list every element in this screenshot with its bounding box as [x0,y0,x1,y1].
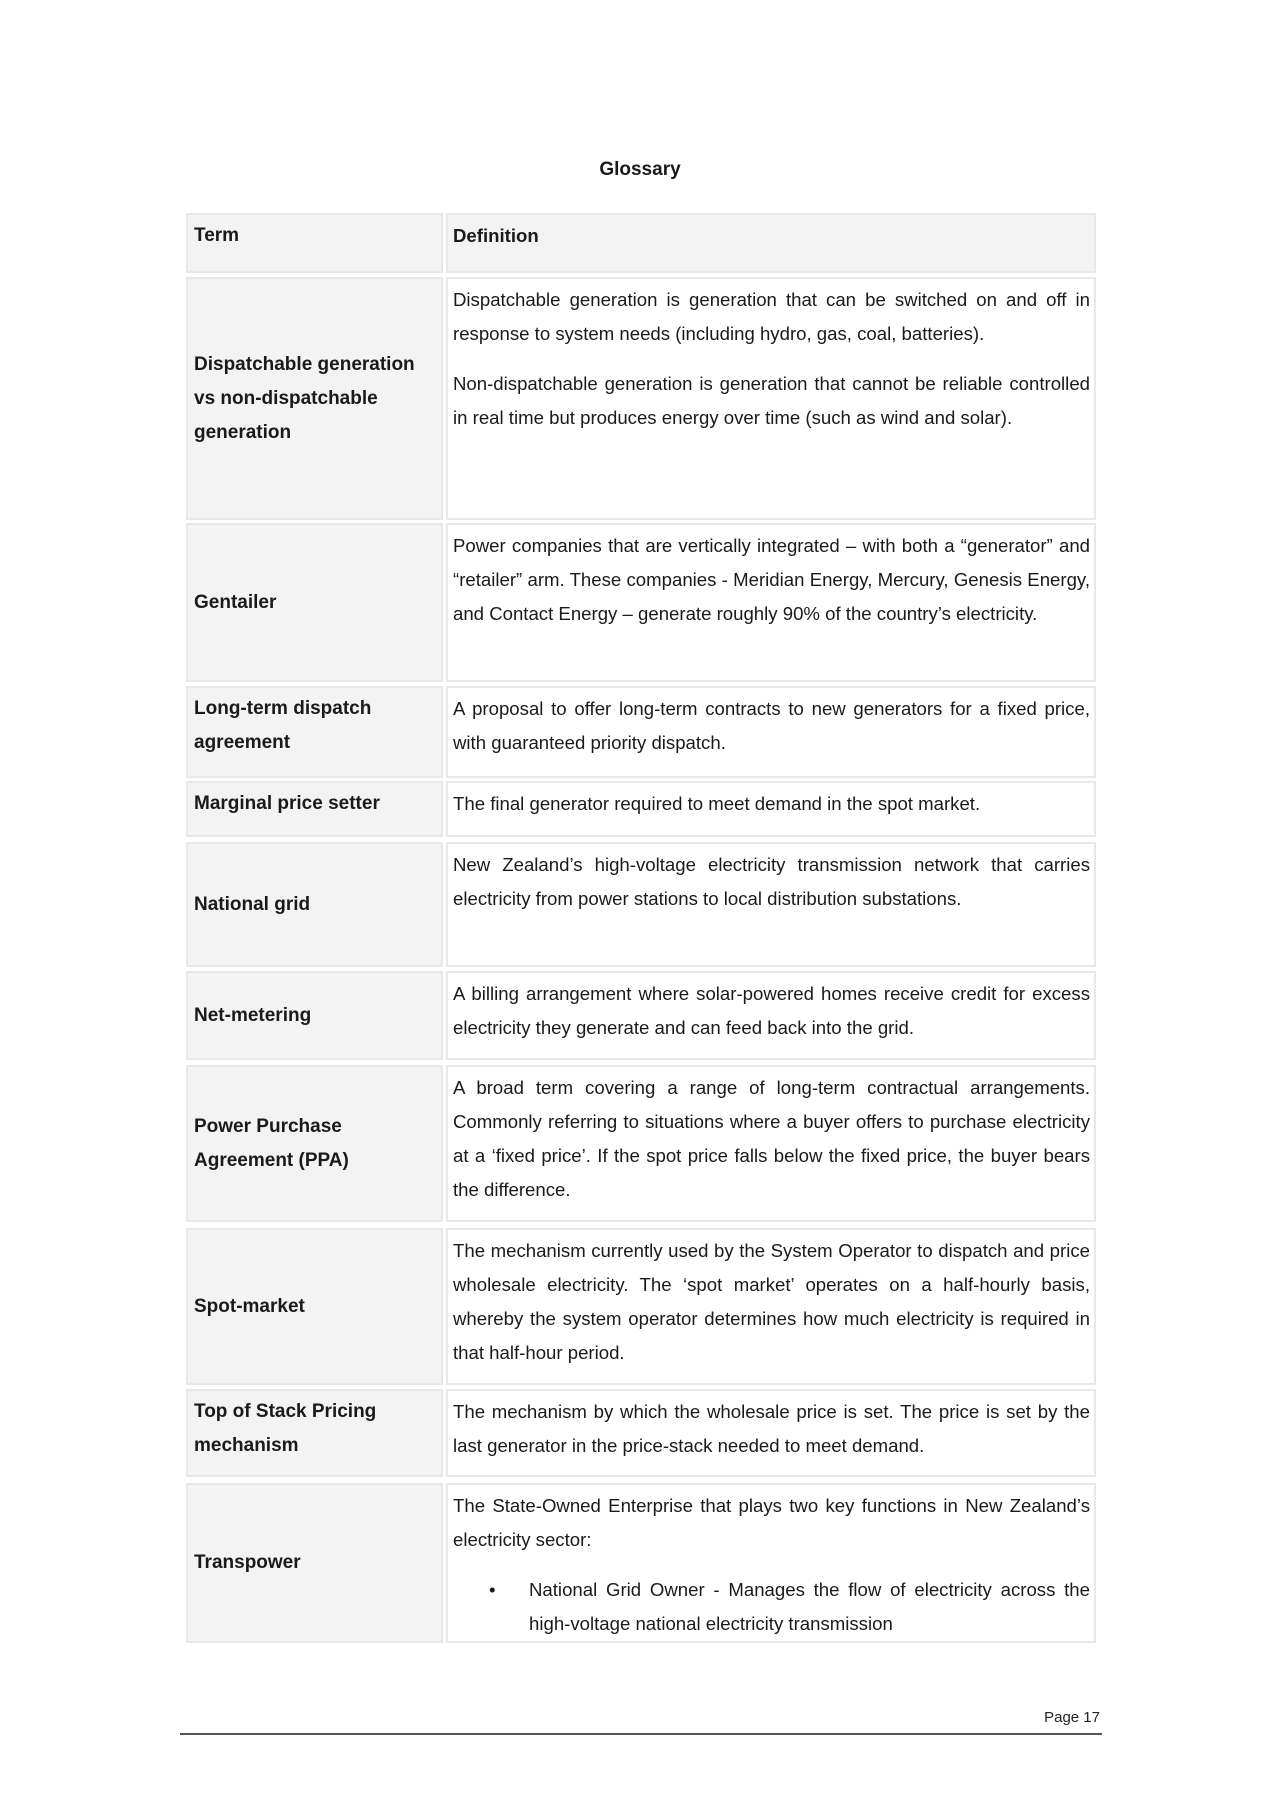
table-row [186,686,1096,778]
table-row [186,842,1096,967]
term-cell [186,781,443,837]
term-text: Top of Stack Pricing mechanism [194,1401,377,1456]
term-cell [186,1483,443,1643]
table-row [186,1389,1096,1477]
definition-paragraph: New Zealand’s high-voltage electricity transmission network that carries electricity from power stations to local distribution substations. [453,854,1090,909]
definition-bullet-list [453,1573,1090,1641]
definition-cell [446,1228,1096,1385]
definition-paragraph: A proposal to offer long-term contracts to new generators for a fixed price, with guaranteed priority dispatch. [453,698,1090,753]
definition-cell [446,523,1096,682]
table-row [186,523,1096,682]
term-text: Marginal price setter [194,793,380,814]
definition-cell [446,842,1096,967]
definition-paragraph: The State-Owned Enterprise that plays two key functions in New Zealand’s electricity sector: [453,1495,1090,1550]
table-row [186,1065,1096,1222]
page-number: Page 17 [1044,1709,1100,1726]
definition-paragraph: Non-dispatchable generation is generation that cannot be reliable controlled in real time but produces energy over time (such as wind and solar). [453,373,1090,428]
definition-paragraph: Dispatchable generation is generation that can be switched on and off in response to system needs (including hydro, gas, coal, batteries). [453,289,1090,344]
term-cell [186,1389,443,1477]
definition-paragraph: A broad term covering a range of long-term contractual arrangements. Commonly referring to situations where a buyer offers to purchase electricity at a ‘fixed price’. If the spot price falls below the fixed price, the buyer bears the difference. [453,1077,1090,1200]
term-text: Gentailer [194,591,277,613]
table-row [186,971,1096,1060]
term-text: Power Purchase Agreement (PPA) [194,1115,349,1171]
definition-cell [446,1065,1096,1222]
definition-paragraph: A billing arrangement where solar-powered homes receive credit for excess electricity they generate and can feed back into the grid. [453,983,1090,1038]
definition-cell [446,971,1096,1060]
definition-paragraph: The mechanism currently used by the System Operator to dispatch and price wholesale electricity. The ‘spot market’ operates on a half-hourly basis, whereby the system operator determines how much electricity is required in that half-hour period. [453,1240,1090,1363]
definition-paragraph: Power companies that are vertically integrated – with both a “generator” and “retailer” arm. These companies - Meridian Energy, Mercury, Genesis Energy, and Contact Energy – generate roughly 90% of the country’s electricity. [453,535,1090,624]
term-text: Spot-market [194,1295,305,1317]
term-text: Net-metering [194,1004,312,1026]
definition-paragraph: The final generator required to meet demand in the spot market. [453,793,981,814]
page-title: Glossary [599,159,681,180]
definition-cell [446,277,1096,520]
term-cell [186,971,443,1060]
table-row [186,1228,1096,1385]
definition-cell [446,1483,1096,1643]
term-cell [186,277,443,520]
header-definition: Definition [446,213,1096,273]
definition-cell [446,781,1096,837]
term-text: Dispatchable generation vs non-dispatchable generation [194,353,415,443]
table-header-row [186,213,1096,273]
term-cell [186,842,443,967]
term-text: Transpower [194,1552,301,1573]
term-cell [186,523,443,682]
bullet-item [489,1573,1090,1641]
definition-cell [446,1389,1096,1477]
definition-paragraph: The mechanism by which the wholesale price is set. The price is set by the last generator in the price-stack needed to meet demand. [453,1401,1090,1456]
bullet-text: National Grid Owner - Manages the flow of electricity across the high-voltage national electricity transmission [529,1579,1090,1634]
definition-cell [446,686,1096,778]
table-row [186,277,1096,520]
footer-divider [180,1733,1102,1735]
term-cell [186,1065,443,1222]
term-text: National grid [194,893,311,915]
term-cell [186,1228,443,1385]
bullet-icon: • [489,1579,496,1600]
term-cell [186,686,443,778]
term-text: Long-term dispatch agreement [194,698,372,753]
header-term: Term [186,213,443,273]
table-row [186,1483,1096,1643]
table-row [186,781,1096,837]
